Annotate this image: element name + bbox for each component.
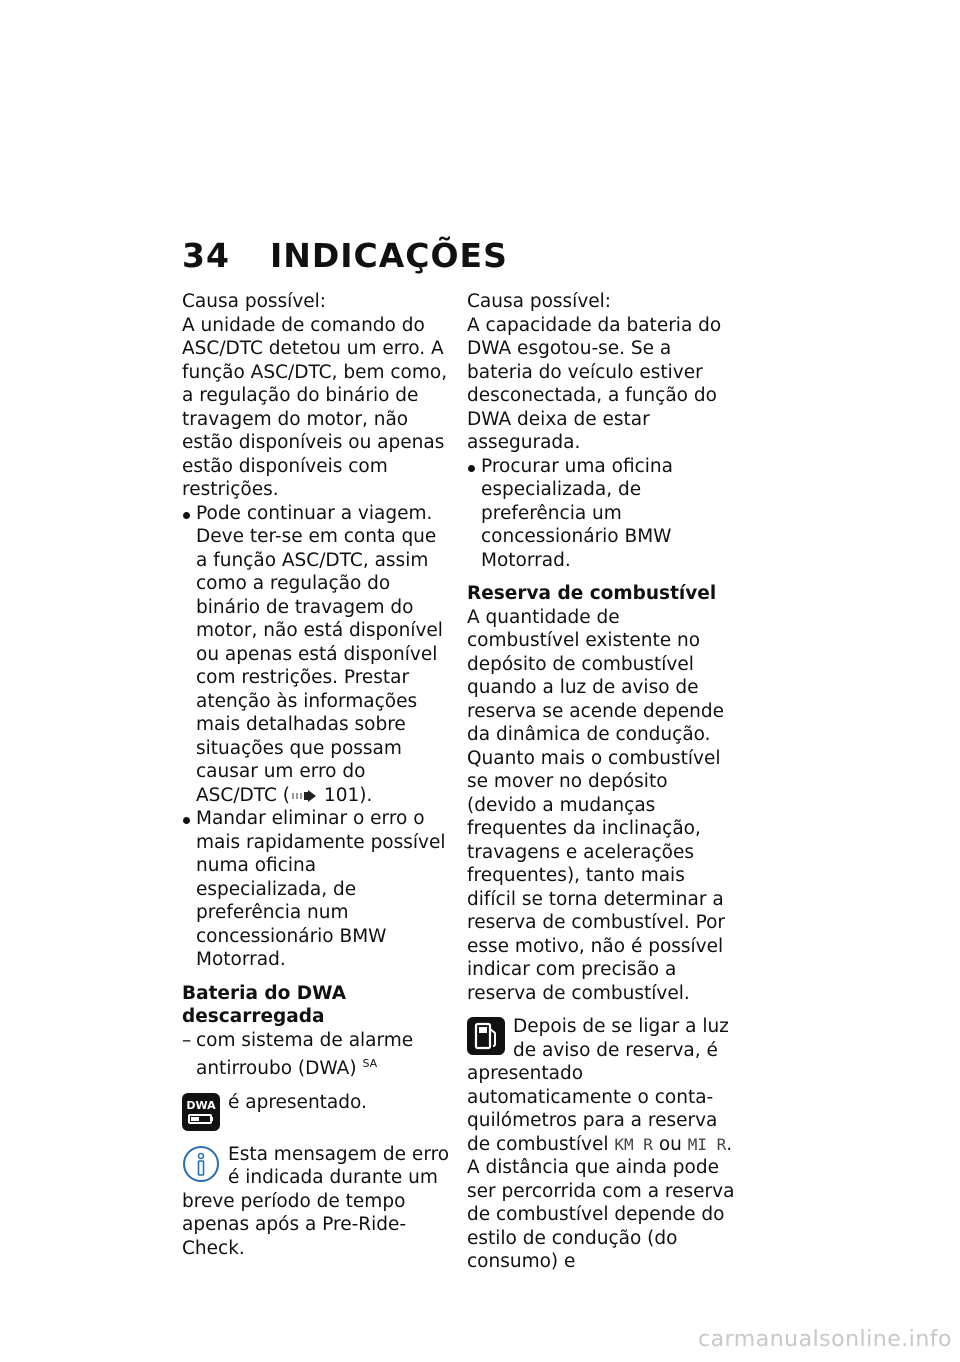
cause-label: Causa possível: [182,291,327,312]
section-heading: Reserva de combustível [467,583,717,604]
watermark: carmanualsonline.info [698,1327,952,1352]
or-text: ou [658,1133,682,1155]
cause-text: A unidade de comando do ASC/DTC detetou um erro. A função ASC/DTC, bem como, a regulação do binário de travagem do motor, não estão disponíveis ou apenas estão disponíveis com restrições. [182,314,448,500]
km-r-display: KM R [614,1134,653,1154]
bullet-item [182,502,452,808]
mi-r-display: MI R [687,1134,727,1154]
dash-text: com sistema de alarme antirroubo (DWA) [196,1029,414,1080]
dwa-battery-icon [182,1093,220,1131]
distance-text: A distância que ainda pode ser percorrida com a reserva de combustível depende do estilo de condução (do consumo) e [467,1157,735,1272]
bullet-text: Pode continuar a viagem. Deve ter-se em conta que a função ASC/DTC, assim como a regulação do binário de travagem do motor, não está disponível ou apenas está disponível com restrições. Prestar atenção às informações mais detalhadas sobre situações que possam causar um erro do ASC/DTC ( [196,502,443,806]
arrow-ref-icon [290,789,318,803]
dash-item [182,1029,452,1081]
info-icon [182,1145,220,1183]
fuel-pump-icon [467,1017,505,1055]
sa-superscript: SA [362,1057,378,1070]
cause-label: Causa possível: [467,291,612,312]
info-text: Esta mensagem de erro é indicada durante um breve período de tempo apenas após a Pre-Ride-Check. [182,1143,450,1259]
period: . [726,1133,733,1155]
page-header [182,236,508,275]
dwa-icon-label: DWA [186,1098,216,1112]
cause-text: A capacidade da bateria do DWA esgotou-se. Se a bateria do veículo estiver desconectada, a função do DWA deixa de estar assegurada. [467,314,722,453]
bullet-item: Mandar eliminar o erro o mais rapidamente possível numa oficina especializada, de preferência num concessionário BMW Motorrad. [182,807,452,972]
page-number: 34 [182,236,230,275]
page-title: INDICAÇÕES [269,236,508,275]
bullet-item: Procurar uma oficina especializada, de preferência um concessionário BMW Motorrad. [467,455,737,573]
dwa-indicator-row [182,1091,452,1133]
left-column [182,290,452,1260]
dwa-shown-text: é apresentado. [228,1091,367,1113]
fuel-note-body: Depois de se ligar a luz de aviso de reserva, é apresentado automaticamente o conta-quilómetros para a reserva de combustível [467,1016,729,1155]
right-column [467,290,737,1274]
fuel-note-text [467,1015,737,1156]
section-heading: Bateria do DWA descarregada [182,982,347,1027]
page-ref: 101). [323,784,373,806]
dash-mark: – [182,1029,192,1051]
fuel-text: A quantidade de combustível existente no depósito de combustível quando a luz de aviso de reserva se acende depende da dinâmica de condução. Quanto mais o combustível se mover no depósito (devido a mudanças frequentes da inclinação, travagens e acelerações frequentes), tanto mais difícil se torna determinar a reserva de combustível. Por esse motivo, não é possível indicar com precisão a reserva de combustível. [467,606,726,1004]
info-note [182,1143,452,1261]
fuel-note [467,1015,737,1156]
